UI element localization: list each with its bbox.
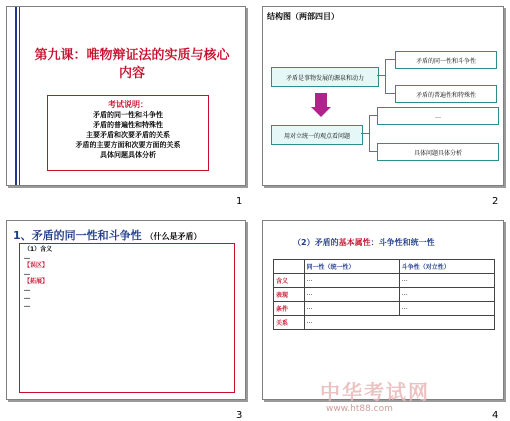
slide-4 bbox=[262, 220, 504, 400]
slide-title: 第九课：唯物辩证法的实质与核心内容 bbox=[34, 48, 230, 81]
content-line: … bbox=[24, 302, 30, 309]
content-line: … bbox=[24, 254, 30, 261]
properties-table bbox=[273, 259, 495, 330]
content-line: … bbox=[24, 286, 30, 293]
page-number: 2 bbox=[492, 196, 499, 207]
connector bbox=[385, 93, 395, 94]
decor-bar bbox=[15, 7, 17, 185]
exam-notes-heading: 考试说明： bbox=[108, 100, 148, 109]
slide-3 bbox=[6, 220, 246, 400]
content-line: （1）含义 bbox=[24, 246, 53, 253]
content-line: … bbox=[24, 294, 30, 301]
connector bbox=[385, 59, 386, 93]
exam-note: 矛盾的同一性和斗争性 bbox=[93, 111, 163, 119]
table-row bbox=[274, 316, 495, 330]
structure-heading: 结构图（两部四目） bbox=[267, 12, 339, 21]
site-watermark-url: www.ht88.com bbox=[326, 404, 393, 414]
node-bottom-b: 具体问题具体分析 bbox=[377, 143, 499, 161]
exam-note: 主要矛盾和次要矛盾的关系 bbox=[86, 131, 170, 139]
content-line: 【误区】 bbox=[24, 262, 49, 269]
table-cell: … bbox=[304, 274, 399, 288]
content-panel bbox=[19, 243, 235, 393]
exam-note: 矛盾的主要方面和次要方面的关系 bbox=[75, 141, 181, 149]
content-line: 【拓展】 bbox=[24, 278, 49, 285]
down-arrow-tip bbox=[311, 107, 331, 117]
table-cell: 含义 bbox=[274, 274, 305, 288]
table-row bbox=[274, 274, 495, 288]
slide-title-text: 1、矛盾的同一性和斗争性 bbox=[13, 229, 142, 242]
table-cell: … bbox=[399, 302, 494, 316]
content-line: … bbox=[24, 270, 30, 277]
node-top-b: 矛盾的普遍性和特殊性 bbox=[395, 85, 497, 103]
connector bbox=[385, 59, 395, 60]
table-header-row bbox=[274, 260, 495, 274]
slide-1 bbox=[6, 6, 246, 186]
slide-title-note: （什么是矛盾） bbox=[145, 232, 202, 241]
slide-title bbox=[13, 227, 202, 243]
table-cell: … bbox=[399, 288, 494, 302]
node-top-a: 矛盾的同一性和斗争性 bbox=[395, 51, 497, 69]
connector bbox=[369, 115, 377, 116]
slide-title-highlight: 基本属性 bbox=[338, 238, 371, 247]
site-watermark: 中华考试网 bbox=[320, 380, 430, 404]
slide-title bbox=[293, 237, 435, 248]
slide-title-suffix: ：斗争性和统一性 bbox=[370, 238, 435, 247]
exam-notes-box bbox=[47, 95, 209, 171]
page-number: 4 bbox=[492, 410, 499, 421]
table-header-cell: 同一性（统一性） bbox=[304, 260, 399, 274]
decor-bar-thin bbox=[19, 7, 20, 185]
exam-note: 具体问题具体分析 bbox=[100, 151, 156, 159]
table-row bbox=[274, 288, 495, 302]
table-cell: … bbox=[399, 274, 494, 288]
table-cell: … bbox=[304, 316, 494, 330]
table-header-cell: 斗争性（对立性） bbox=[399, 260, 494, 274]
page-number: 3 bbox=[236, 410, 243, 421]
table-cell: 表现 bbox=[274, 288, 305, 302]
connector bbox=[377, 75, 385, 76]
node-bottom-a: … bbox=[377, 107, 499, 125]
node-main-bottom: 用对立统一的观点看问题 bbox=[271, 125, 363, 145]
slide-title-prefix: （2）矛盾的 bbox=[293, 238, 339, 247]
table-cell: … bbox=[304, 288, 399, 302]
table-cell: 条件 bbox=[274, 302, 305, 316]
table-row bbox=[274, 302, 495, 316]
page-number: 1 bbox=[236, 196, 243, 207]
table-header-cell bbox=[274, 260, 305, 274]
table-cell: 关系 bbox=[274, 316, 305, 330]
connector bbox=[361, 133, 369, 134]
node-main-top: 矛盾是事物发展的源泉和动力 bbox=[271, 67, 379, 87]
down-arrow-icon bbox=[315, 93, 327, 107]
exam-note: 矛盾的普遍性和特殊性 bbox=[93, 121, 163, 129]
connector bbox=[369, 115, 370, 151]
table-cell: … bbox=[304, 302, 399, 316]
slide-2 bbox=[262, 6, 504, 186]
connector bbox=[369, 151, 377, 152]
